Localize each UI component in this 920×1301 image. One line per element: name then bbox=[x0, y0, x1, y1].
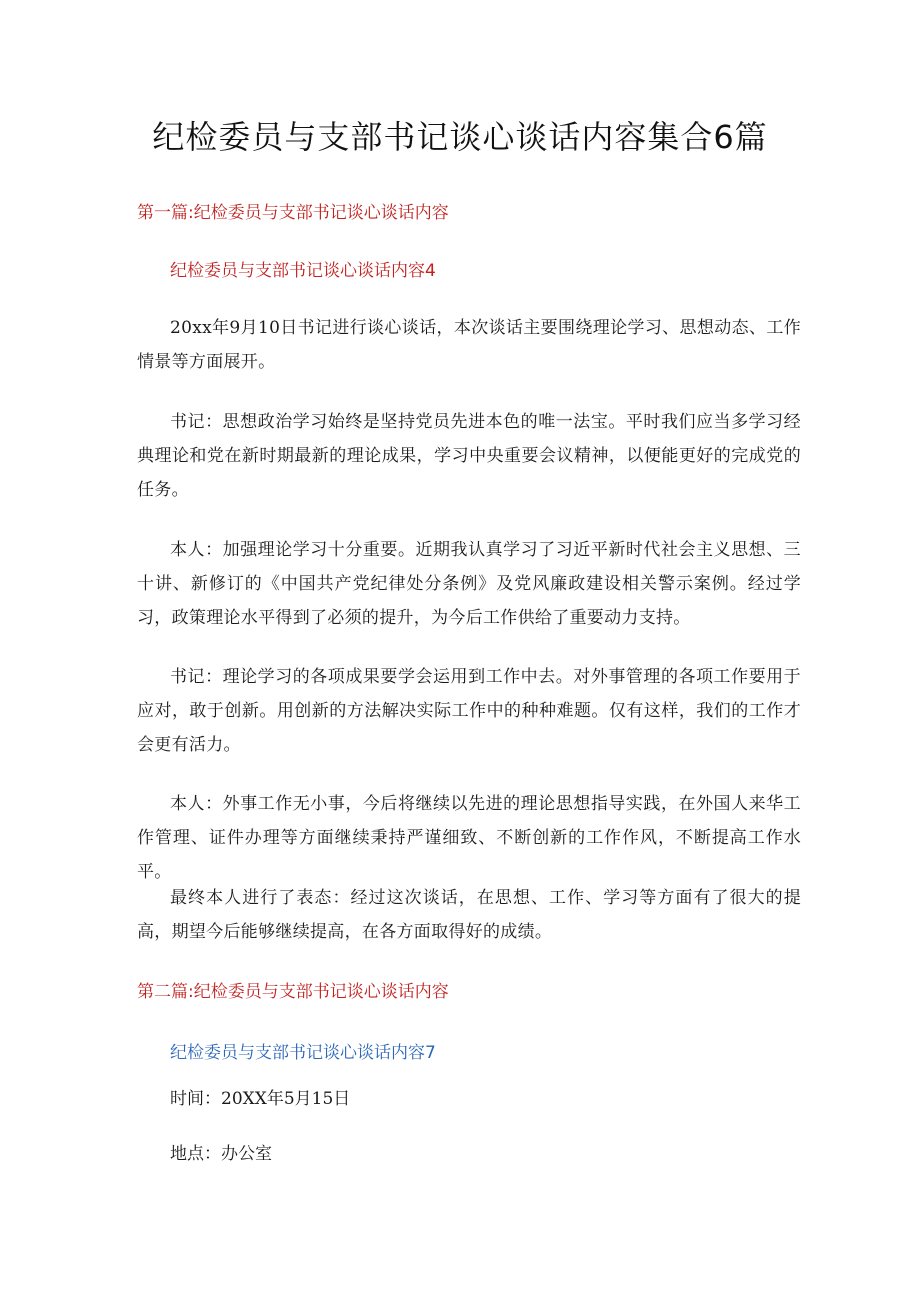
page-title: 纪检委员与支部书记谈心谈话内容集合6篇 bbox=[152, 118, 768, 156]
section-2-heading: 第二篇:纪检委员与支部书记谈心谈话内容 bbox=[137, 982, 449, 1002]
paragraph: 本人：外事工作无小事，今后将继续以先进的理论思想指导实践，在外国人来华工作管理、证件办理等方面继续秉持严谨细致、不断创新的工作作风，不断提高工作水平。 bbox=[137, 794, 801, 882]
section-2-subheading: 纪检委员与支部书记谈心谈话内容7 bbox=[170, 1043, 436, 1063]
paragraph: 书记：思想政治学习始终是坚持党员先进本色的唯一法宝。平时我们应当多学习经典理论和党在新时期最新的理论成果，学习中央重要会议精神，以便能更好的完成党的任务。 bbox=[137, 412, 801, 500]
meeting-place: 地点：办公室 bbox=[170, 1144, 272, 1164]
paragraph: 最终本人进行了表态：经过这次谈话，在思想、工作、学习等方面有了很大的提高，期望今后能够继续提高，在各方面取得好的成绩。 bbox=[137, 888, 801, 942]
paragraph: 本人：加强理论学习十分重要。近期我认真学习了习近平新时代社会主义思想、三十讲、新修订的《中国共产党纪律处分条例》及党风廉政建设相关警示案例。经过学习，政策理论水平得到了必须的提升，为今后工作供给了重要动力支持。 bbox=[137, 540, 801, 628]
meeting-time: 时间：20XX年5月15日 bbox=[170, 1089, 351, 1109]
paragraph: 书记：理论学习的各项成果要学会运用到工作中去。对外事管理的各项工作要用于应对，敢于创新。用创新的方法解决实际工作中的种种难题。仅有这样，我们的工作才会更有活力。 bbox=[137, 667, 801, 755]
paragraph: 20xx年9月10日书记进行谈心谈话，本次谈话主要围绕理论学习、思想动态、工作情景等方面展开。 bbox=[137, 318, 801, 372]
section-1-heading: 第一篇:纪检委员与支部书记谈心谈话内容 bbox=[137, 203, 449, 223]
section-1-subheading: 纪检委员与支部书记谈心谈话内容4 bbox=[170, 261, 436, 281]
